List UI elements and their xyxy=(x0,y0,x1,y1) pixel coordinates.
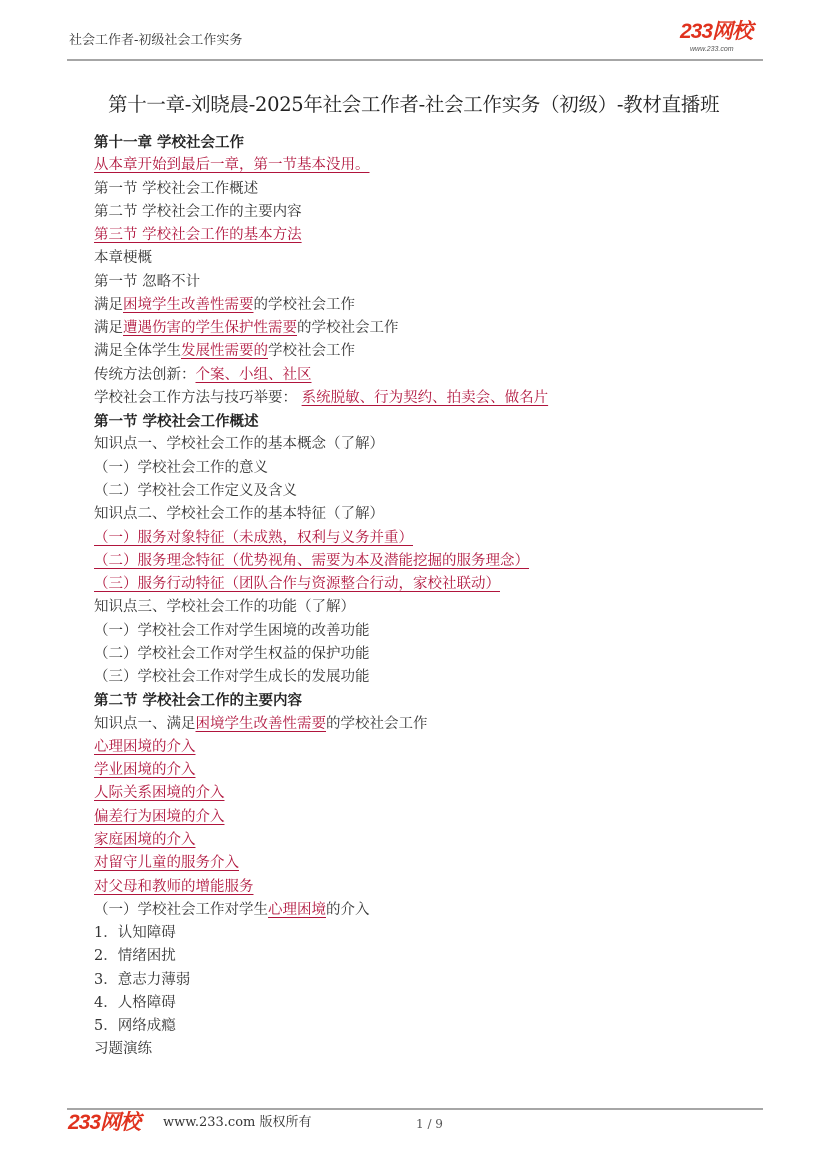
text-line xyxy=(94,806,548,829)
text-line xyxy=(94,503,548,526)
section-heading xyxy=(94,410,548,433)
brand-logo-url: www.233.com xyxy=(690,46,734,53)
text-line xyxy=(94,759,548,782)
text-line xyxy=(94,224,548,247)
highlighted-text: 系统脱敏、行为契约、拍卖会、做名片 xyxy=(301,389,549,406)
header-divider xyxy=(67,59,763,61)
footer-divider xyxy=(67,1108,763,1110)
text-segment: 的学校社会工作 xyxy=(326,715,428,732)
document-title: 第十一章-刘晓晨-2025年社会工作者-社会工作实务（初级）-教材直播班 xyxy=(108,93,720,116)
text-line xyxy=(94,201,548,224)
text-line xyxy=(94,899,548,922)
highlighted-text: 学业困境的介入 xyxy=(94,762,196,779)
text-line xyxy=(94,992,548,1015)
text-segment: （二）学校社会工作定义及含义 xyxy=(94,482,297,499)
text-segment: （二）学校社会工作对学生权益的保护功能 xyxy=(94,645,370,662)
text-line xyxy=(94,829,548,852)
highlighted-text: 第三节 学校社会工作的基本方法 xyxy=(94,227,302,244)
text-line xyxy=(94,620,548,643)
text-line xyxy=(94,387,548,410)
text-segment: 第一节 忽略不计 xyxy=(94,273,201,290)
text-segment: 满足 xyxy=(94,320,123,337)
highlighted-text: 家庭困境的介入 xyxy=(94,831,196,848)
text-line xyxy=(94,922,548,945)
text-segment: （一）学校社会工作对学生困境的改善功能 xyxy=(94,622,370,639)
highlighted-text: 偏差行为困境的介入 xyxy=(94,808,225,825)
text-segment: 第十一章 学校社会工作 xyxy=(94,134,245,151)
highlighted-text: 从本章开始到最后一章，第一节基本没用。 xyxy=(94,157,370,174)
text-segment: 知识点二、学校社会工作的基本特征（了解） xyxy=(94,506,384,523)
highlighted-text: 心理困境 xyxy=(268,901,326,918)
text-segment: 4．人格障碍 xyxy=(94,994,176,1011)
text-segment: 传统方法创新： xyxy=(94,366,196,383)
text-line xyxy=(94,527,548,550)
text-segment: 5．网络成瘾 xyxy=(94,1018,176,1035)
text-segment: 学校社会工作方法与技巧举要： xyxy=(94,389,302,406)
text-segment: 的学校社会工作 xyxy=(253,296,355,313)
text-segment: （三）学校社会工作对学生成长的发展功能 xyxy=(94,669,370,686)
text-line xyxy=(94,364,548,387)
text-line xyxy=(94,945,548,968)
highlighted-text: 对留守儿童的服务介入 xyxy=(94,855,239,872)
text-line xyxy=(94,782,548,805)
text-line xyxy=(94,154,548,177)
text-line xyxy=(94,1038,548,1061)
text-line xyxy=(94,457,548,480)
section-heading xyxy=(94,689,548,712)
text-segment: 第一节 学校社会工作概述 xyxy=(94,413,259,431)
header-title: 社会工作者-初级社会工作实务 xyxy=(69,33,243,48)
text-line xyxy=(94,433,548,456)
text-segment: 第一节 学校社会工作概述 xyxy=(94,180,259,197)
text-line xyxy=(94,643,548,666)
text-segment: 2．情绪困扰 xyxy=(94,948,176,965)
highlighted-text: 困境学生改善性需要 xyxy=(195,715,326,732)
highlighted-text: 发展性需要的 xyxy=(181,343,268,360)
text-segment: 1．认知障碍 xyxy=(94,925,176,942)
highlighted-text: 人际关系困境的介入 xyxy=(94,785,225,802)
text-line xyxy=(94,340,548,363)
footer-copyright: www.233.com 版权所有 xyxy=(163,1115,312,1130)
text-line xyxy=(94,969,548,992)
highlighted-text: 困境学生改善性需要 xyxy=(123,296,254,313)
text-segment: 的学校社会工作 xyxy=(297,320,399,337)
text-segment: 知识点三、学校社会工作的功能（了解） xyxy=(94,599,355,616)
text-line xyxy=(94,1015,548,1038)
text-line xyxy=(94,178,548,201)
text-segment: 学校社会工作 xyxy=(268,343,355,360)
text-line xyxy=(94,573,548,596)
page-number: 1 / 9 xyxy=(416,1117,443,1131)
text-line xyxy=(94,666,548,689)
text-segment: 满足全体学生 xyxy=(94,343,181,360)
document-body xyxy=(94,131,548,1062)
highlighted-text: 心理困境的介入 xyxy=(94,738,196,755)
footer-logo: 233网校 xyxy=(68,1111,141,1134)
text-segment: 3．意志力薄弱 xyxy=(94,971,191,988)
text-segment: 的介入 xyxy=(326,901,370,918)
text-segment: 第二节 学校社会工作的主要内容 xyxy=(94,203,302,220)
text-segment: 满足 xyxy=(94,296,123,313)
highlighted-text: （二）服务理念特征（优势视角、需要为本及潜能挖掘的服务理念） xyxy=(94,552,529,569)
text-line xyxy=(94,480,548,503)
text-segment: 本章梗概 xyxy=(94,250,152,267)
text-segment: 知识点一、学校社会工作的基本概念（了解） xyxy=(94,436,384,453)
text-line xyxy=(94,713,548,736)
highlighted-text: 对父母和教师的增能服务 xyxy=(94,878,254,895)
text-line xyxy=(94,876,548,899)
text-line xyxy=(94,271,548,294)
highlighted-text: （一）服务对象特征（未成熟，权利与义务并重） xyxy=(94,529,413,546)
text-segment: 习题演练 xyxy=(94,1041,152,1058)
text-line xyxy=(94,317,548,340)
text-segment: 第二节 学校社会工作的主要内容 xyxy=(94,692,303,710)
brand-logo: 233网校 xyxy=(680,20,753,43)
text-segment: （一）学校社会工作对学生 xyxy=(94,901,268,918)
text-line xyxy=(94,852,548,875)
text-line xyxy=(94,550,548,573)
highlighted-text: 遭遇伤害的学生保护性需要 xyxy=(123,320,297,337)
section-heading xyxy=(94,131,548,154)
text-segment: （一）学校社会工作的意义 xyxy=(94,459,268,476)
text-line xyxy=(94,596,548,619)
text-line xyxy=(94,247,548,270)
text-segment: 知识点一、满足 xyxy=(94,715,196,732)
text-line xyxy=(94,294,548,317)
highlighted-text: （三）服务行动特征（团队合作与资源整合行动，家校社联动） xyxy=(94,576,500,593)
text-line xyxy=(94,736,548,759)
highlighted-text: 个案、小组、社区 xyxy=(195,366,312,383)
